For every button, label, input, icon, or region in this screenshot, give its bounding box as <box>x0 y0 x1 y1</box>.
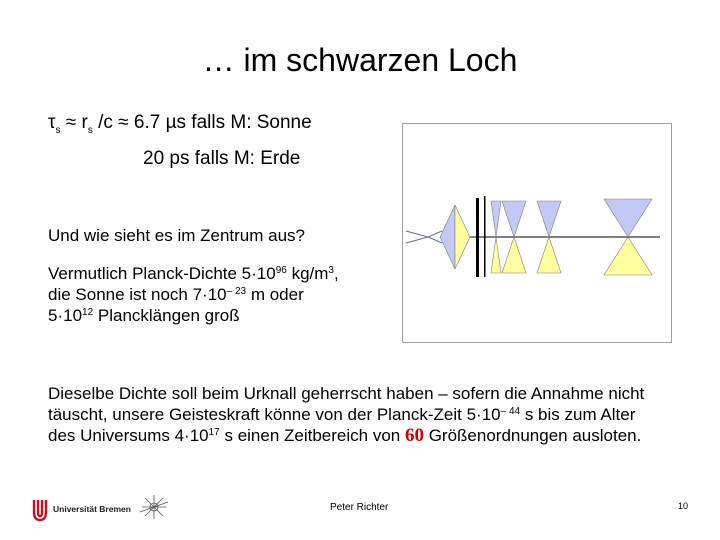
planck-line-3: $5\cdot 10^{12}$ Plancklängen groß <box>48 306 240 325</box>
planck-line-1: Vermutlich Planck-Dichte $5\cdot 10^{96}$ $kg/m^3$, <box>48 264 339 283</box>
planck-line-2: die Sonne ist noch $7\cdot 10^{- 23}$ m oder <box>48 285 304 304</box>
earth-case-line: 20 ps falls M: Erde <box>143 148 301 169</box>
big-bang-paragraph <box>48 383 644 446</box>
big-bang-line-1: Dieselbe Dichte soll beim Urknall geherrscht haben – sofern die Annahme nicht <box>48 384 645 403</box>
center-question: Und wie sieht es im Zentrum aus? <box>48 226 305 245</box>
footer-author: Peter Richter <box>330 502 389 513</box>
mu-symbol: µ <box>165 112 177 133</box>
big-bang-line-2: täuscht, unsere Geisteskraft könne von der Planck-Zeit $5\cdot 10^{- 44}$ s bis zum Alter <box>48 405 636 424</box>
singularity-bar-1 <box>476 198 479 277</box>
light-cone-diagram <box>402 123 672 343</box>
radius-subscript: s <box>87 124 93 136</box>
page-title: … im schwarzen Loch <box>202 42 518 78</box>
mid-text: /c ≈ 6.7 <box>92 112 166 133</box>
svg-text:Universität Bremen: Universität Bremen <box>53 504 131 514</box>
big-bang-line-3: des Universums $4\cdot 10^{17}$ s einen Zeitbereich von 60 Größenordnungen ausloten. <box>48 425 642 446</box>
sixty-highlight: 60 <box>404 425 424 446</box>
page-number: 10 <box>678 501 689 511</box>
tau-symbol: τ <box>48 112 56 133</box>
approx-text: ≈ r <box>60 112 88 133</box>
tau-subscript: s <box>55 124 61 136</box>
university-logo <box>30 492 180 533</box>
sun-case-text: s falls M: Sonne <box>176 112 312 133</box>
schwarzschild-time-line <box>48 112 312 136</box>
planck-density-paragraph <box>48 263 339 326</box>
uni-bremen-logo-icon <box>30 492 180 528</box>
singularity-bar-2 <box>484 196 486 277</box>
